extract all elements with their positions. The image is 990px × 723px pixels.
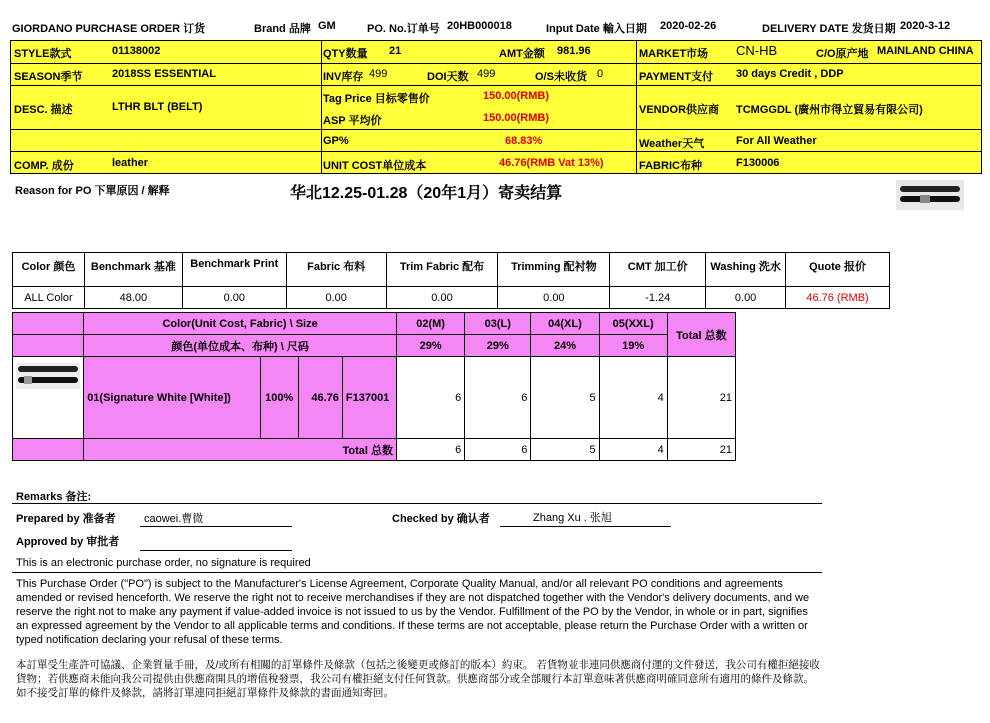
product-thumbnail: [896, 180, 964, 210]
quote-cell: 46.76 (RMB): [786, 287, 890, 309]
market-value: CN-HB: [736, 43, 778, 58]
ratio-xl: 24%: [531, 335, 599, 357]
vendor-label: VENDOR供应商: [639, 104, 720, 116]
size-m: 02(M): [397, 313, 465, 335]
doi-label: DOI天数: [427, 71, 469, 83]
season-value: 2018SS ESSENTIAL: [112, 68, 216, 80]
footer-qty-xxl: 4: [599, 439, 667, 461]
cost-cell: 48.00: [84, 287, 182, 309]
po-label: PO. No.订单号: [367, 23, 440, 35]
desc-value: LTHR BLT (BELT): [112, 101, 203, 113]
qty-xl: 5: [531, 357, 599, 439]
qty-label: QTY数量: [323, 48, 368, 60]
input-date-value: 2020-02-26: [660, 20, 717, 32]
weather-label: Weather天气: [639, 138, 705, 150]
season-label: SEASON季节: [14, 71, 83, 83]
asp-label: ASP 平均价: [323, 115, 382, 127]
info-grid: [10, 40, 982, 174]
style-value: 01138002: [112, 45, 161, 57]
col-cmt: CMT 加工价: [610, 253, 706, 287]
footer-qty-l: 6: [465, 439, 531, 461]
remarks-label: Remarks 备注:: [16, 491, 92, 503]
footer-total: 21: [667, 439, 735, 461]
qty-value: 21: [389, 45, 402, 57]
color-cost: 46.76: [298, 357, 342, 439]
gp-label: GP%: [323, 135, 349, 147]
delivery-date-value: 2020-3-12: [900, 20, 951, 32]
desc-label: DESC. 描述: [14, 104, 73, 116]
color-swatch: [13, 357, 84, 439]
cost-cell: 0.00: [498, 287, 610, 309]
os-label: O/S未收货: [535, 71, 587, 83]
checked-value: Zhang Xu . 张旭: [533, 512, 612, 524]
size-l: 03(L): [465, 313, 531, 335]
terms-english: This Purchase Order ("PO") is subject to the Manufacturer's License Agreement, Corporate Quality Manual, and/or all relevant PO conditions and agreements amended or revised henceforth. We reserve the right not to receive merchandises if they are not dispatched together with the Vendor's delivery documents, and we reserve the right not to make any payment if value-added invoice is not issued to us by the Vendor. Fulfillment of the PO by the Vendor, in whole or in part, signifies an expressed agreement by the Vendor to all applicable terms and conditions. If these terms are not acceptable, please return the Purchase Order with a written or typed notification declaring your refusal of these terms.: [16, 578, 810, 646]
col-trimming: Trimming 配衬物: [498, 253, 610, 287]
style-label: STYLE款式: [14, 48, 72, 60]
footer-qty-xl: 5: [531, 439, 599, 461]
size-table: [12, 312, 736, 461]
tag-price-value: 150.00(RMB): [483, 90, 550, 102]
cost-cell: -1.24: [610, 287, 706, 309]
vendor-value: TCMGGDL (廣州市得立貿易有限公司): [736, 104, 923, 116]
reason-label: Reason for PO 下單原因 / 解释: [15, 185, 170, 197]
po-value: 20HB000018: [447, 20, 512, 32]
qty-m: 6: [397, 357, 465, 439]
unit-cost-value: 46.76(RMB Vat 13%): [499, 157, 604, 169]
col-trim-fabric: Trim Fabric 配布: [386, 253, 498, 287]
delivery-date-label: DELIVERY DATE 发货日期: [762, 23, 896, 35]
col-benchmark-print: Benchmark Print: [182, 253, 286, 287]
document-title: GIORDANO PURCHASE ORDER 订货: [12, 23, 206, 35]
cost-cell: 0.00: [386, 287, 498, 309]
col-fabric: Fabric 布料: [286, 253, 386, 287]
cost-cell: ALL Color: [13, 287, 85, 309]
ratio-xxl: 19%: [599, 335, 667, 357]
ratio-l: 29%: [465, 335, 531, 357]
prepared-value: caowei.曹微: [144, 513, 204, 525]
cost-table: [12, 252, 890, 309]
origin-value: MAINLAND CHINA: [877, 45, 974, 57]
fabric-label: FABRIC布种: [639, 160, 702, 172]
size-xl: 04(XL): [531, 313, 599, 335]
brand-label: Brand 品牌: [254, 23, 311, 35]
input-date-label: Input Date 輸入日期: [546, 23, 647, 35]
doi-value: 499: [477, 68, 496, 80]
amt-value: 981.96: [557, 45, 591, 57]
tag-price-label: Tag Price 目标零售价: [323, 93, 430, 105]
cost-cell: 0.00: [286, 287, 386, 309]
prepared-label: Prepared by 准备者: [16, 513, 116, 525]
terms-chinese: 本訂單受生產許可協議、企業質量手冊，及/或所有相關的訂單條件及條款（包括之後變更或修訂的版本）約束。 若貨物並非連同供應商付運的文件發送，我公司有權拒絕接收貨物；若供應商未能向我公司提供由供應商開具的增值稅發票，我公司有權拒絕支付任何貨款。供應商部分或全部履行本訂單意味著供應商明確同意所有適用的條件及條款。如不接受訂單的條件及條款，請將訂單連同拒絕訂單條件及條款的書面通知寄回。: [16, 659, 820, 699]
fabric-value: F130006: [736, 157, 780, 169]
comp-label: COMP. 成份: [14, 160, 74, 172]
electronic-note: This is an electronic purchase order, no signature is required: [16, 557, 311, 569]
payment-label: PAYMENT支付: [639, 71, 713, 83]
qty-total: 21: [667, 357, 735, 439]
color-name: 01(Signature White [White]): [84, 357, 260, 439]
origin-label: C/O原产地: [816, 48, 869, 60]
col-quote: Quote 报价: [786, 253, 890, 287]
col-benchmark: Benchmark 基准: [84, 253, 182, 287]
col-color: Color 颜色: [13, 253, 85, 287]
brand-value: GM: [318, 20, 336, 32]
color-fabric: F137001: [342, 357, 396, 439]
checked-label: Checked by 确认者: [392, 513, 490, 525]
qty-l: 6: [465, 357, 531, 439]
payment-value: 30 days Credit , DDP: [736, 68, 844, 80]
qty-xxl: 4: [599, 357, 667, 439]
footer-qty-m: 6: [397, 439, 465, 461]
asp-value: 150.00(RMB): [483, 112, 550, 124]
weather-value: For All Weather: [736, 135, 817, 147]
color-pct: 100%: [260, 357, 298, 439]
total-header: Total 总数: [667, 313, 735, 357]
cost-cell: 0.00: [706, 287, 786, 309]
footer-total-label: Total 总数: [84, 439, 397, 461]
reason-value: 华北12.25-01.28（20年1月）寄卖结算: [290, 185, 563, 202]
amt-label: AMT金额: [499, 48, 545, 60]
os-value: 0: [597, 68, 604, 80]
comp-value: leather: [112, 157, 149, 169]
unit-cost-label: UNIT COST单位成本: [323, 160, 427, 172]
size-header-en: Color(Unit Cost, Fabric) \ Size: [84, 313, 397, 335]
inv-value: 499: [369, 68, 388, 80]
approved-label: Approved by 审批者: [16, 536, 120, 548]
ratio-m: 29%: [397, 335, 465, 357]
gp-value: 68.83%: [505, 135, 543, 147]
inv-label: INV库存: [323, 71, 364, 83]
size-xxl: 05(XXL): [599, 313, 667, 335]
cost-cell: 0.00: [182, 287, 286, 309]
size-header-cn: 颜色(单位成本、布种) \ 尺码: [84, 335, 397, 357]
market-label: MARKET市场: [639, 48, 709, 60]
col-washing: Washing 洗水: [706, 253, 786, 287]
